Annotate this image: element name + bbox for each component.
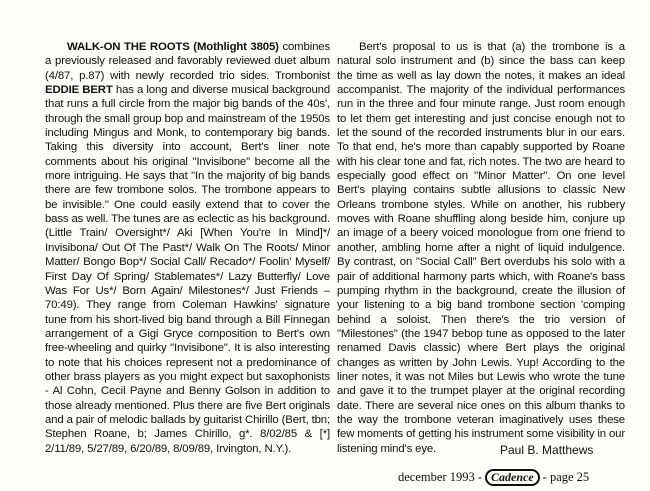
page-footer [398,469,589,486]
review-paragraph-continued: Bert's proposal to us is that (a) the trombone is a natural solo instrument and (b) since the bass can keep the time as well as lay down the notes, it makes an ideal accompanist. The majority of the individual performances run in the three and four minute range. Just room enough to let them get interesting and just concise enough not to let the sound of the recorded instruments blur in our ears. To that end, he's more than capably supported by Roane with his clear tone and fat, rich notes. The two are heard to especially good effect on "Minor Matter". On one level Bert's playing contains subtle allusions to classic New Orleans trombone styles. While on another, his rubbery moves with Roane shuffling along beside him, conjure up an image of a beery voiced monologue from one friend to another, ambling home after a night of liquid indulgence. By contrast, on "Social Call" Bert overdubs his solo with a pair of additional harmony parts which, with Roane's bass pumping rhythm in the background, create the illusion of your listening to a big band trombone section 'comping behind a soloist. Then there's the trio version of "Milestones" (the 1947 bebop tune as opposed to the later renamed Davis classic) where Bert plays the original changes as written by John Lewis. Yup! According to the liner notes, it was not Miles but Lewis who wrote the tune and gave it to the trumpet player at the original recording date. There are several nice ones on this album thanks to the way the trombone veteran imaginatively uses these few moments of getting his instrument some visibility in our listening mind's eye. [337,41,625,455]
review-paragraph [45,40,330,456]
right-column [337,40,625,456]
cadence-logo: Cadence [485,469,540,486]
label-info: (Mothlight 3805) [193,41,279,53]
review-text-body: has a long and diverse musical background that runs a full circle from the major big bands of the 40s', through the small group bop and mainstream of the 1950s including Mingus and Monk, to contemporary big bands. Taking this diversity into account, Bert's liner note comments about his original "Invisibone" become all the more intriguing. He says that "In the majority of big bands there are few trombone solos. The trombone appears to be invisible." One could easily extend that to cover the bass as well. The tunes are as eclectic as his background. (Little Train/ Oversight*/ Aki [When You're In Mind]*/ Invisibona/ Out Of The Past*/ Walk On The Roots/ Minor Matter/ Bongo Bop*/ Social Call/ Recado*/ Foolin' Myself/ First Day Of Spring/ Stablemates*/ Lazy Butterfly/ Love Was For Us*/ Born Again/ Milestones*/ Just Friends – 70:49). They range from Coleman Hawkins' signature tune from his short-lived big band through a Bill Finnegan arrangement of a Gigi Gryce composition to Bert's own free-wheeling and quirky "Invisibone". It is also interesting to note that his choices represent not a predominance of other brass players as you might expect but saxophonists - Al Cohn, Cecil Payne and Benny Golson in addition to those already mentioned. Plus there are five Bert originals and a pair of melodic ballads by guitarist Chirillo (Bert, tbn; Stephen Roane, b; James Chirillo, g*. 8/02/85 & [*] 2/11/89, 5/27/89, 6/20/89, 8/09/89, Irvington, N.Y.). [45,84,331,455]
footer-page-number: - page 25 [542,470,590,484]
review-text-intro: combines a previously released and favorably reviewed duet album (4/87, p.87) with newly recorded trio sides. Trombonist [45,41,330,82]
review-title: WALK-ON THE ROOTS [67,41,190,53]
footer-date: december 1993 - [398,470,482,484]
artist-name: EDDIE BERT [45,84,113,97]
left-column [45,40,330,456]
author-signature: Paul B. Matthews [500,443,594,457]
